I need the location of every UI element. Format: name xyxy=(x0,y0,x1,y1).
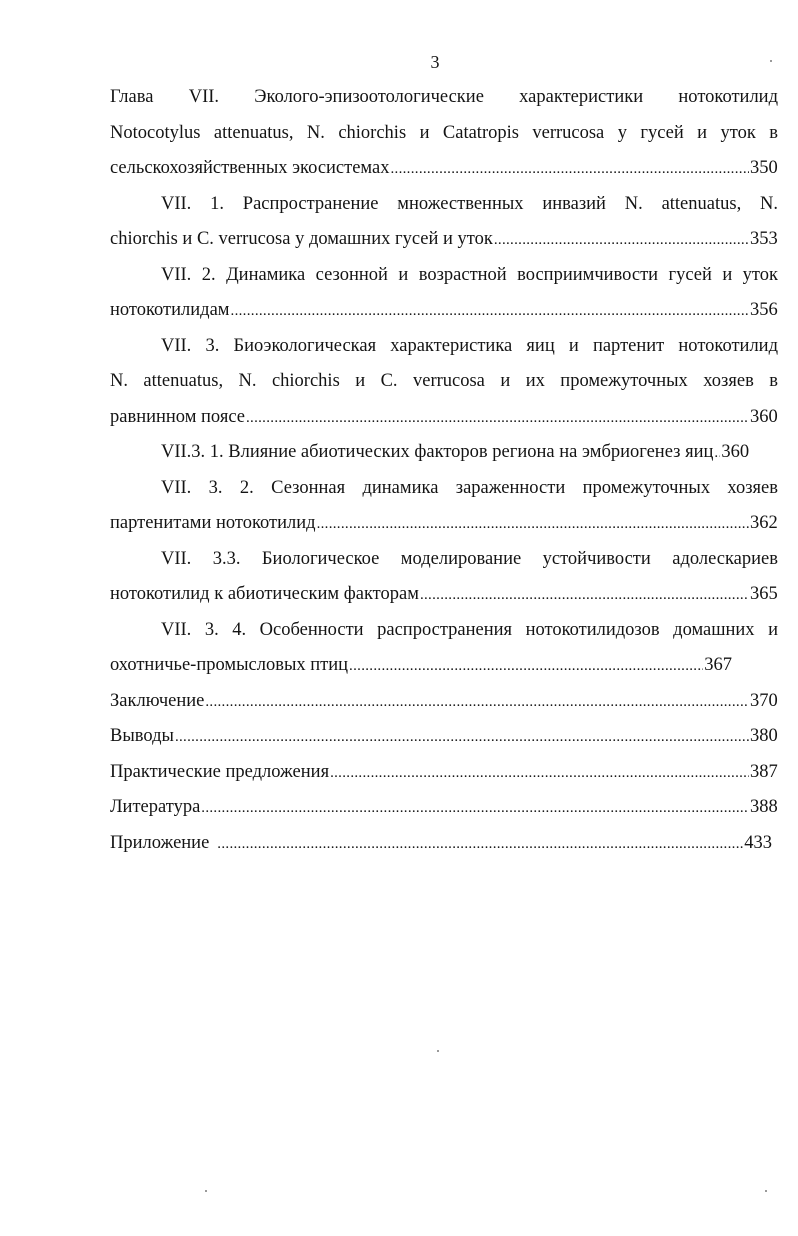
toc-entry-title: VII.3. 1. Влияние абиотических факторов региона на эмбриогенез яиц xyxy=(161,442,714,462)
toc-entry-title: нотокотилид к абиотическим факторам xyxy=(110,584,419,604)
toc-entry-conclusion[interactable] xyxy=(110,684,778,720)
toc-entry-vii-3-3[interactable] xyxy=(110,577,778,613)
toc-entry-practical[interactable] xyxy=(110,755,778,791)
toc-entry-title: Выводы xyxy=(110,726,174,746)
page-number: 3 xyxy=(430,52,440,72)
dot-leader xyxy=(714,436,720,471)
dot-leader xyxy=(217,827,743,862)
toc-line: Notocotylus attenuatus, N. chiorchis и Catatropis verrucosa у гусей и уток в xyxy=(110,122,778,143)
toc-line: N. attenuatus, N. chiorchis и C. verrucosa и их промежуточных хозяев в xyxy=(110,371,778,391)
toc-entry-vii-3-4[interactable] xyxy=(110,648,778,684)
toc-entry-title: сельскохозяйственных экосистемах xyxy=(110,158,390,178)
toc-page-number: 360 xyxy=(750,406,778,427)
toc-entry-findings[interactable] xyxy=(110,719,778,755)
toc-page-number: 370 xyxy=(750,690,778,711)
scan-speck xyxy=(205,1190,207,1192)
toc-line: VII. 2. Динамика сезонной и возрастной восприимчивости гусей и уток xyxy=(161,264,778,285)
dot-leader xyxy=(175,720,749,755)
dot-leader xyxy=(390,152,749,187)
toc-page-number: 356 xyxy=(750,300,778,320)
toc-entry-title: нотокотилидам xyxy=(110,300,230,320)
dot-leader xyxy=(494,223,749,258)
dot-leader xyxy=(231,294,749,329)
toc-page-number: 433 xyxy=(744,832,772,853)
scan-speck xyxy=(437,1050,439,1052)
toc-line: VII. 3. Биоэкологическая характеристика яиц и партенит нотокотилид xyxy=(161,335,778,356)
toc-line: VII. 1. Распространение множественных инвазий N. attenuatus, N. xyxy=(161,193,778,214)
toc-entry-title: Практические предложения xyxy=(110,761,330,782)
toc-entry-vii-3[interactable] xyxy=(110,400,778,436)
toc-entry-vii-2[interactable] xyxy=(110,293,778,329)
toc-entry-literature[interactable] xyxy=(110,790,778,826)
toc-entry-appendix[interactable] xyxy=(110,826,778,862)
toc-entry-title: chiorchis и C. verrucosa у домашних гусей и уток xyxy=(110,229,493,249)
toc-line: VII. 3. 2. Сезонная динамика зараженности промежуточных хозяев xyxy=(161,477,778,498)
toc-page-number: 387 xyxy=(750,761,778,782)
dot-leader xyxy=(201,791,749,826)
toc-entry-title: Приложение xyxy=(110,832,210,853)
toc-page-number: 388 xyxy=(750,797,778,817)
toc-entry-title: охотничье-промысловых птиц xyxy=(110,655,349,675)
toc-entry-title: Заключение xyxy=(110,690,205,711)
toc-page-number: 360 xyxy=(721,442,750,462)
toc-line: VII. 3. 4. Особенности распространения нотокотилидозов домашних и xyxy=(161,619,778,640)
toc-entry-chapter-7[interactable] xyxy=(110,151,778,187)
toc-line: VII. 3.3. Биологическое моделирование устойчивости адолескариев xyxy=(161,548,778,569)
dot-leader xyxy=(317,507,749,542)
scan-speck xyxy=(765,1190,767,1192)
toc-page-number: 367 xyxy=(704,655,732,675)
toc-page-number: 365 xyxy=(750,584,778,604)
toc-entry-vii-3-1[interactable] xyxy=(110,435,778,471)
dot-leader xyxy=(205,685,749,720)
toc-page-number: 350 xyxy=(750,158,778,178)
toc-page-number: 380 xyxy=(750,726,778,746)
dot-leader xyxy=(330,756,749,791)
scan-speck xyxy=(770,60,772,62)
toc-entry-title: равнинном поясе xyxy=(110,406,245,427)
toc-entry-title: партенитами нотокотилид xyxy=(110,513,316,533)
dot-leader xyxy=(349,649,703,684)
toc-entry-title: Литература xyxy=(110,797,201,817)
dot-leader xyxy=(246,401,749,436)
table-of-contents xyxy=(110,80,778,861)
toc-line: Глава VII. Эколого-эпизоотологические характеристики нотокотилид xyxy=(110,87,778,107)
toc-entry-vii-3-2[interactable] xyxy=(110,506,778,542)
toc-page-number: 353 xyxy=(750,229,778,249)
toc-page-number: 362 xyxy=(750,513,778,533)
dot-leader xyxy=(420,578,749,613)
toc-entry-vii-1[interactable] xyxy=(110,222,778,258)
